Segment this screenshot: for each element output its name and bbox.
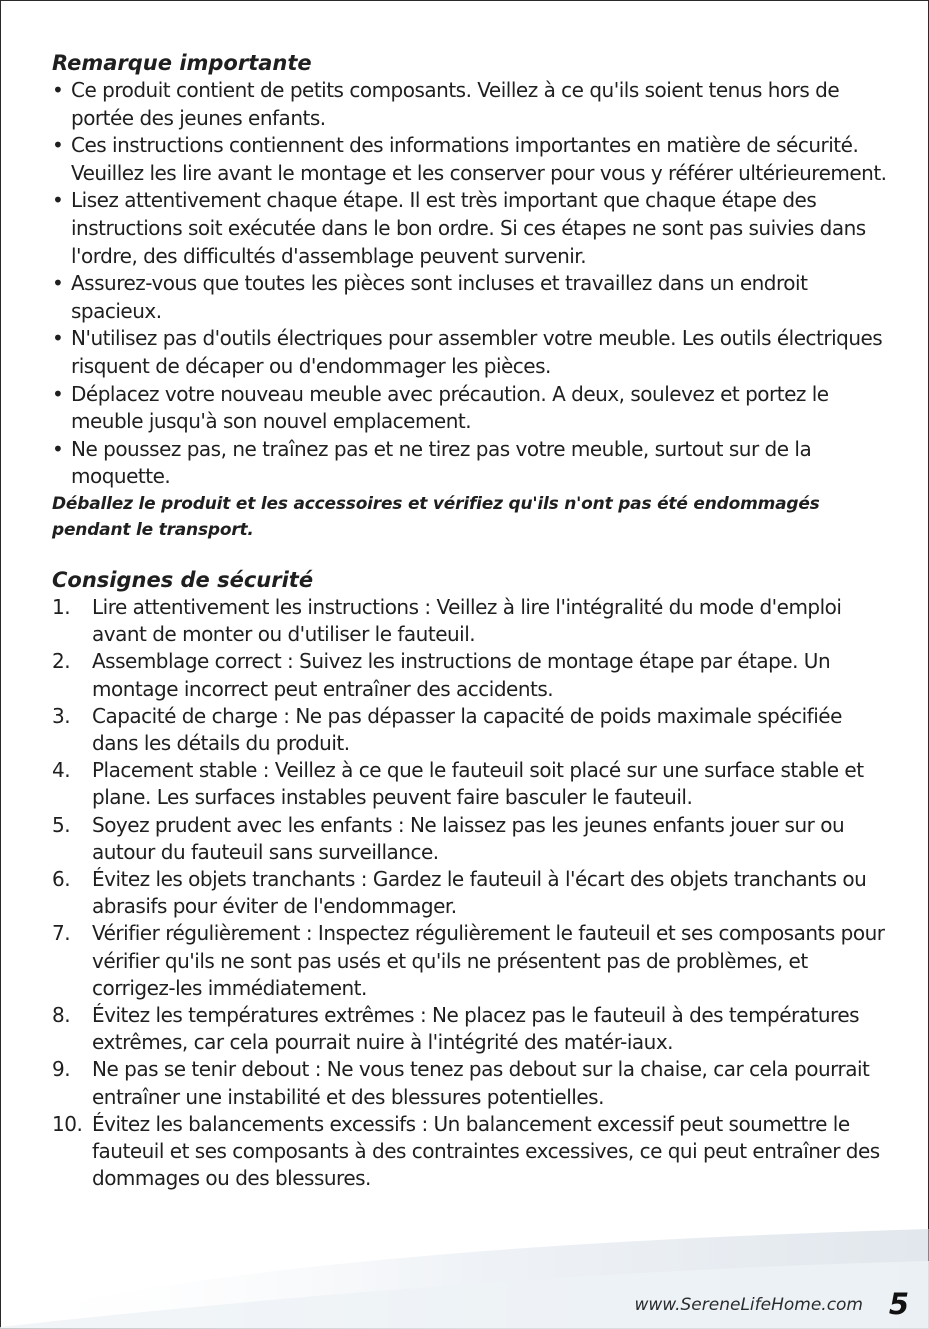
unpack-note: Déballez le produit et les accessoires et vérifiez qu'ils n'ont pas été endommagés pendant le transport. <box>52 493 820 540</box>
consignes-list <box>52 594 892 1192</box>
consigne-item <box>52 1002 892 1056</box>
consigne-item <box>52 866 892 920</box>
remarque-item-text: Déplacez votre nouveau meuble avec précaution. A deux, soulevez et portez le meuble jusqu'à son nouvel emplacement. <box>71 381 829 434</box>
consigne-number: 2. <box>52 649 71 674</box>
bullet-glyph: • <box>52 78 64 102</box>
main-content <box>52 50 892 1192</box>
consigne-item <box>52 594 892 648</box>
consigne-number: 7. <box>52 921 71 946</box>
consigne-number: 3. <box>52 703 71 728</box>
consigne-number: 10. <box>52 1111 83 1136</box>
remarque-item <box>52 187 892 270</box>
remarque-item <box>52 325 892 380</box>
remarque-heading: Remarque importante <box>52 51 312 75</box>
consigne-text: Soyez prudent avec les enfants : Ne laissez pas les jeunes enfants jouer sur ou autour du fauteuil sans surveillance. <box>92 812 845 864</box>
bullet-glyph: • <box>52 326 64 351</box>
consigne-number: 8. <box>52 1002 71 1027</box>
remarque-item <box>52 132 892 187</box>
consigne-text: Évitez les objets tranchants : Gardez le fauteuil à l'écart des objets tranchants ou abrasifs pour éviter de l'endommager. <box>92 866 867 919</box>
consigne-text: Assemblage correct : Suivez les instructions de montage étape par étape. Un montage incorrect peut entraîner des accidents. <box>92 649 831 701</box>
bullet-glyph: • <box>52 188 64 213</box>
consigne-text: Évitez les températures extrêmes : Ne placez pas le fauteuil à des températures extrêmes, car cela pourrait nuire à l'intégrité des matér-iaux. <box>92 1002 860 1055</box>
consigne-item <box>52 757 892 811</box>
bullet-glyph: • <box>52 381 64 406</box>
consigne-number: 4. <box>52 758 71 783</box>
consigne-text: Évitez les balancements excessifs : Un balancement excessif peut soumettre le fauteuil et ses composants à des contraintes excessives, ce qui peut entraîner des dommages ou des blessures. <box>92 1111 880 1191</box>
consigne-text: Placement stable : Veillez à ce que le fauteuil soit placé sur une surface stable et plane. Les surfaces instables peuvent faire basculer le fauteuil. <box>92 758 864 810</box>
remarque-item <box>52 77 892 132</box>
consigne-item <box>52 703 892 757</box>
remarque-item-text: Assurez-vous que toutes les pièces sont incluses et travaillez dans un endroit spacieux. <box>71 271 808 323</box>
consigne-text: Ne pas se tenir debout : Ne vous tenez pas debout sur la chaise, car cela pourrait entraîner une instabilité et des blessures potentielles. <box>92 1057 870 1109</box>
remarque-item-text: Ces instructions contiennent des informations importantes en matière de sécurité. Veuillez les lire avant le montage et les conserver pour vous y référer ultérieurement. <box>71 133 887 185</box>
consigne-item <box>52 1111 892 1193</box>
consigne-text: Vérifier régulièrement : Inspectez régulièrement le fauteuil et ses composants pour vérifier qu'ils ne sont pas usés et qu'ils ne présentent pas de problèmes, et corrigez-les immédiatement. <box>92 921 885 1000</box>
bullet-glyph: • <box>52 436 64 461</box>
consigne-text: Capacité de charge : Ne pas dépasser la capacité de poids maximale spécifiée dans les détails du produit. <box>92 703 842 755</box>
bullet-glyph: • <box>52 271 64 296</box>
remarque-item-text: Ce produit contient de petits composants. Veillez à ce qu'ils soient tenus hors de portée des jeunes enfants. <box>71 78 840 130</box>
consigne-item <box>52 920 892 1002</box>
consigne-number: 6. <box>52 866 71 891</box>
consigne-number: 5. <box>52 812 71 837</box>
consigne-text: Lire attentivement les instructions : Veillez à lire l'intégralité du mode d'emploi avant de monter ou d'utiliser le fauteuil. <box>92 594 842 647</box>
remarque-item <box>52 270 892 325</box>
consigne-item <box>52 1056 892 1110</box>
consigne-number: 1. <box>52 594 71 619</box>
consignes-heading: Consignes de sécurité <box>52 567 314 592</box>
footer-website-url: www.SereneLifeHome.com <box>634 1295 863 1315</box>
remarque-item-text: N'utilisez pas d'outils électriques pour assembler votre meuble. Les outils électriques risquent de décaper ou d'endommager les pièces. <box>71 326 883 378</box>
remarque-item-text: Lisez attentivement chaque étape. Il est très important que chaque étape des instructions soit exécutée dans le bon ordre. Si ces étapes ne sont pas suivies dans l'ordre, des difficultés d'assemblage peuvent survenir. <box>71 188 866 268</box>
bullet-glyph: • <box>52 133 64 158</box>
remarque-item <box>52 436 892 491</box>
section-spacer <box>52 543 892 567</box>
consigne-number: 9. <box>52 1057 71 1082</box>
remarque-list <box>52 77 892 491</box>
page-number: 5 <box>888 1287 909 1321</box>
consigne-item <box>52 648 892 702</box>
remarque-item-text: Ne poussez pas, ne traînez pas et ne tirez pas votre meuble, surtout sur de la moquette. <box>71 436 812 489</box>
remarque-item <box>52 381 892 436</box>
consigne-item <box>52 812 892 866</box>
